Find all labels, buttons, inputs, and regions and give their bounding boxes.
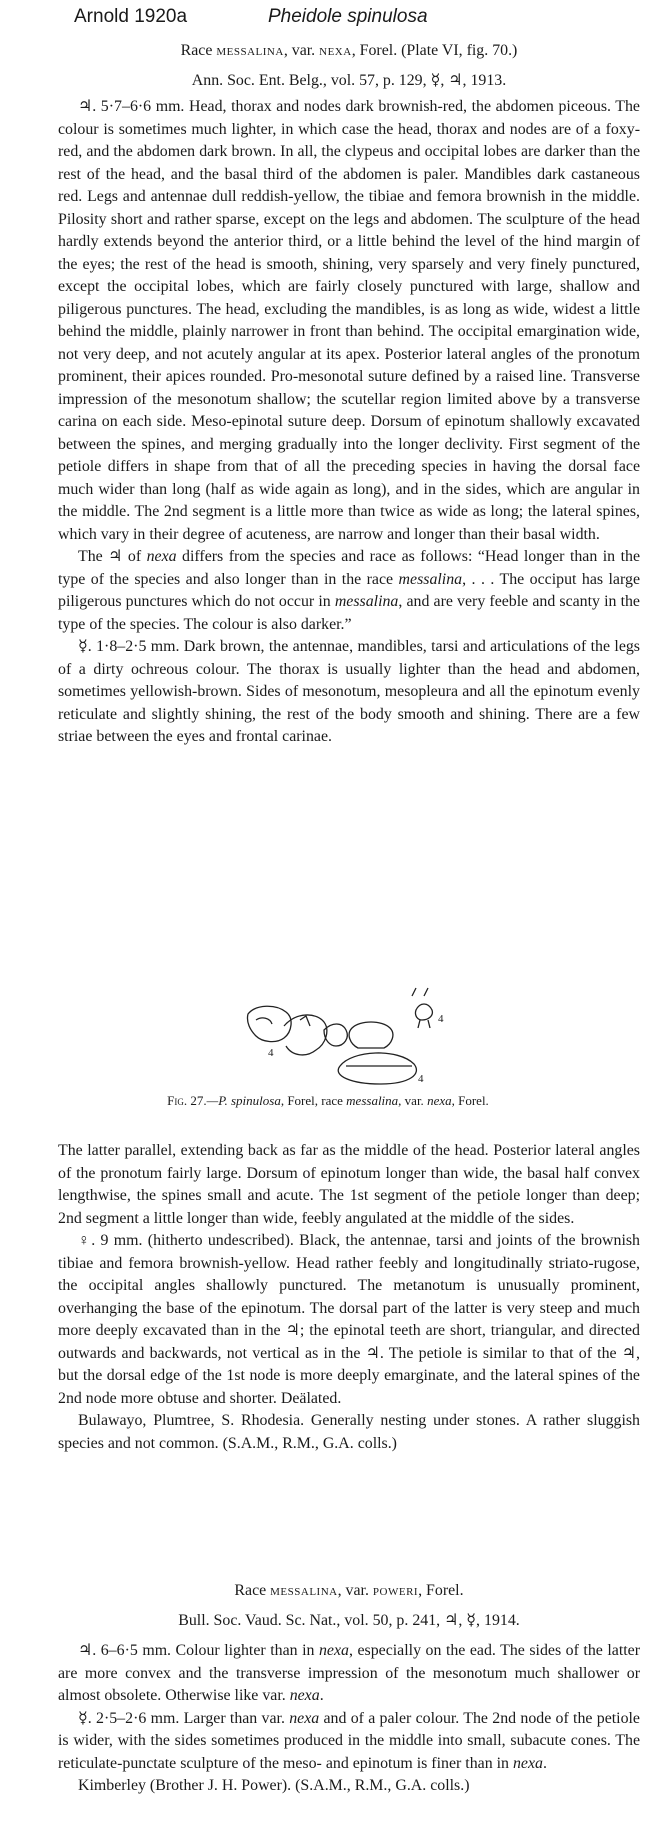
paragraph-poweri-worker: ☿. 2·5–2·6 mm. Larger than var. nexa and of a paler colour. The 2nd node of the petiole is wider, with the sides sometimes produced in the middle into small, subacute cones. The reticulate-punctate sculpture of the meso- and epinotum is finer than in nexa. [58,1709,640,1772]
citation: Ann. Soc. Ent. Belg., vol. 57, p. 129, ☿, ♃, 1913. [191,71,507,89]
figure-27 [0,986,656,1086]
paragraph-nexa-diff: The ♃ of nexa differs from the species and race as follows: “Head longer than in the type of the species and also longer than in the race messalina, . . . The occiput has large piligerous punctures which do not occur in messalina, and are very feeble and scanty in the type of the species. The colour is also darker.” [58,548,640,633]
figure-drawing [0,986,656,1086]
worker-continuation [58,1140,640,1455]
figure-caption: Fig. 27.—P. spinulosa, Forel, race messalina, var. nexa, Forel. [167,1093,489,1108]
paragraph-poweri-locality: Kimberley (Brother J. H. Power). (S.A.M., R.M., G.A. colls.) [78,1777,470,1794]
section-heading: Race messalina, var. poweri, Forel. [234,1582,464,1599]
citation: Bull. Soc. Vaud. Sc. Nat., vol. 50, p. 241, ♃, ☿, 1914. [178,1611,520,1629]
figure-label-a: 4 [268,1047,274,1059]
header-species-name: Pheidole spinulosa [268,6,428,27]
paragraph-worker-cont: The latter parallel, extending back as far as the middle of the head. Posterior lateral angles of the pronotum fairly large. Dorsum of epinotum longer than wide, the basal half convex lengthwise, the spines small and acute. The 1st segment of the petiole longer than deep; 2nd segment a little longer than wide, feebly angulated at the middle of the sides. [58,1142,640,1227]
paragraph-female: ♀. 9 mm. (hitherto undescribed). Black, the antennae, tarsi and joints of the brownish tibiae and femora brownish-yellow. Head rather feebly and longitudinally striato-rugose, the occipital angles shallowly punctured. The metanotum is unusually prominent, overhanging the base of the epinotum. The dorsal part of the latter is very steep and much more deeply excavated than in the ♃; the epinotal teeth are short, triangular, and directed outwards and backwards, not vertical as in the ♃. The petiole is similar to that of the ♃, but the dorsal edge of the 1st node is more deeply emarginate, and the lateral spines of the 2nd node more obtuse and shorter. Deälated. [58,1232,640,1407]
section-poweri [58,1580,640,1798]
page-header [0,6,656,34]
section-nexa-heading [58,40,640,92]
paragraph-major: ♃. 5·7–6·6 mm. Head, thorax and nodes dark brownish-red, the abdomen piceous. The colour is sometimes much lighter, in which case the head, thorax and nodes are of a foxy-red, and the abdomen dark brown. In all, the clypeus and occipital lobes are darker than the rest of the head, and the basal third of the abdomen is paler. Mandibles dark castaneous red. Legs and antennae dull reddish-yellow, the tibiae and femora brownish in the middle. Pilosity short and rather sparse, except on the legs and abdomen. The sculpture of the head hardly extends beyond the anterior third, or a little behind the level of the hind margin of the eyes; the rest of the head is smooth, shining, very sparsely and very finely punctured, except the occipital lobes, which are fairly closely punctured with large, shallow and piligerous punctures. The head, excluding the mandibles, is as long as wide, widest a little behind the middle, plainly narrower in front than behind. The occipital emargination wide, not very deep, and not acutely angular at its apex. Posterior lateral angles of the pronotum prominent, their apices rounded. Pro-mesonotal suture defined by a raised line. Transverse impression of the mesonotum shallow; the scutellar region limited above by a transverse carina on each side. Meso-epinotal suture deep. Dorsum of epinotum shallowly excavated between the spines, and merging gradually into the longer declivity. First segment of the petiole differs in shape from that of all the preceding species in having the dorsal face much wider than long (half as wide again as long), and in the sides, which are angular in the middle. The 2nd segment is a little more than twice as wide as long; the lateral spines, which vary in their degree of acuteness, are narrow and longer than their basal width. [58,98,640,543]
paragraph-locality: Bulawayo, Plumtree, S. Rhodesia. Generally nesting under stones. A rather sluggish species and not common. (S.A.M., R.M., G.A. colls.) [58,1412,640,1452]
paragraph-worker: ☿. 1·8–2·5 mm. Dark brown, the antennae, mandibles, tarsi and articulations of the legs of a dirty ochreous colour. The thorax is usually lighter than the head and abdomen, sometimes yellowish-brown. Sides of mesonotum, mesopleura and all the epinotum evenly reticulate and slightly shining, the rest of the body smooth and shining. There are a few striae between the eyes and frontal carinae. [58,638,640,745]
section-heading: Race messalina, var. nexa, Forel. (Plate VI, fig. 70.) [180,42,518,59]
figure-label-c: 4 [418,1073,424,1085]
figure-label-b: 4 [438,1013,444,1025]
major-description [58,96,640,749]
header-author-year: Arnold 1920a [74,6,188,27]
paragraph-poweri-major: ♃. 6–6·5 mm. Colour lighter than in nexa, especially on the ead. The sides of the latter are more convex and the transverse impression of the mesonotum much shallower or almost obsolete. Otherwise like var. nexa. [58,1642,641,1704]
